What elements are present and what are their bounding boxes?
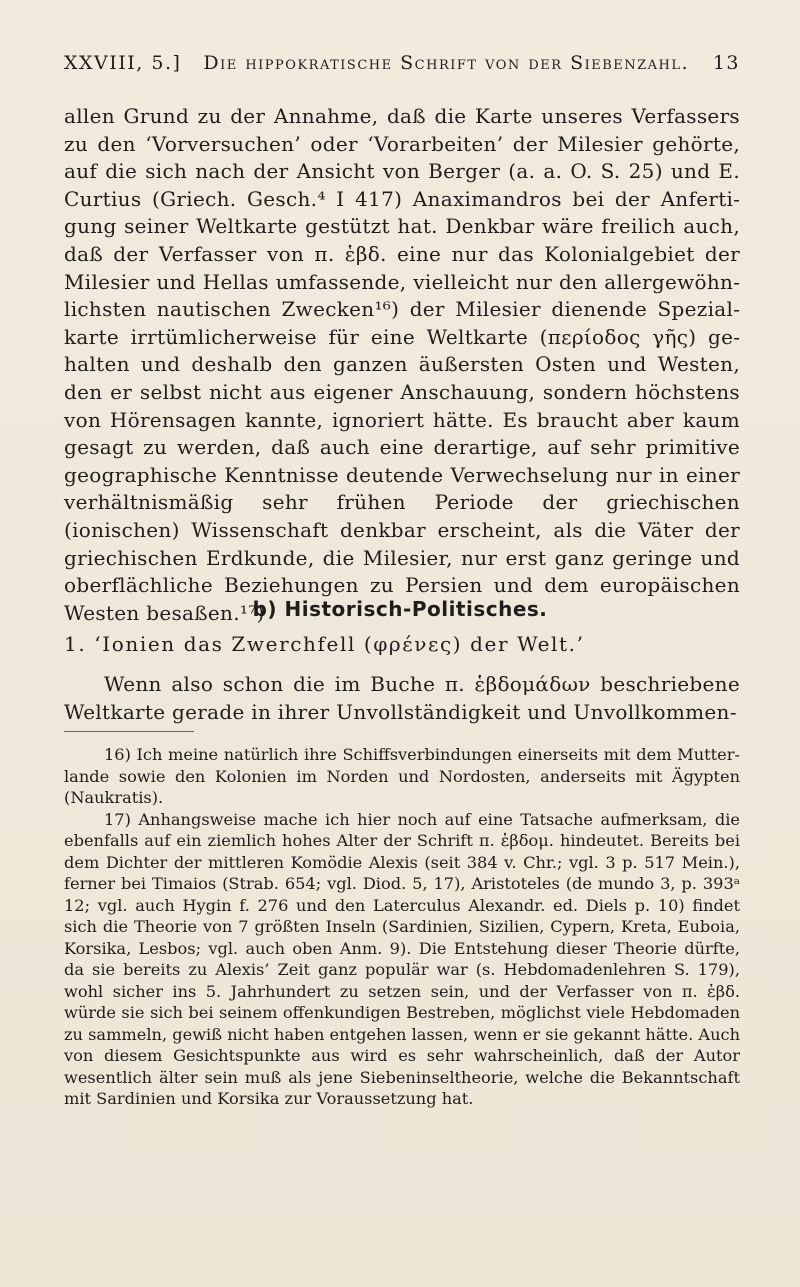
footnote-16: 16) Ich meine natürlich ihre Schiffsverbindungen einerseits mit dem Mutterlande sowie den Kolonien im Norden und Nordosten, anderseits mit Ägypten (Naukratis).: [64, 745, 740, 807]
page-number: 13: [712, 52, 740, 74]
footnote-17: 17) Anhangsweise mache ich hier noch auf eine Tatsache aufmerksam, die ebenfalls auf ein ziemlich hohes Alter der Schrift π. ἑβδομ. hindeutet. Bereits bei dem Dichter der mittleren Komödie Alexis (seit 384 v. Chr.; vgl. 3 p. 517 Mein.), ferner bei Timaios (Strab. 654; vgl. Diod. 5, 17), Aristoteles (de mundo 3, p. 393ᵃ 12; vgl. auch Hygin f. 276 und den Laterculus Alexandr. ed. Diels p. 10) findet sich die Theorie von 7 größten Inseln (Sardinien, Sizilien, Cypern, Kreta, Euboia, Korsika, Lesbos; vgl. auch oben Anm. 9). Die Entstehung dieser Theorie dürfte, da sie bereits zu Alexis’ Zeit ganz populär war (s. Hebdomadenlehren S. 179), wohl sicher ins 5. Jahrhundert zu setzen sein, und der Verfasser von π. ἑβδ. würde sie sich bei seinem offenkundigen Bestreben, möglichst viele Hebdomaden zu sammeln, gewiß nicht haben entgehen lassen, wenn er sie gekannt hätte. Auch von diesem Gesichtspunkte aus wird es sehr wahrscheinlich, daß der Autor wesentlich älter sein muß als jene Siebeninseltheorie, welche die Bekanntschaft mit Sardinien und Korsika zur Voraussetzung hat.: [64, 809, 740, 1108]
running-head: [64, 52, 740, 82]
section-heading: b) Historisch-Politisches.: [252, 597, 548, 621]
footnotes: [64, 744, 740, 1110]
running-title: Die hippokratische Schrift von der Siebenzahl.: [203, 52, 690, 74]
footnote-divider: [64, 731, 194, 732]
continuation-paragraph: Wenn also schon die im Buche π. ἑβδομάδων beschriebene Weltkarte gerade in ihrer Unvollständigkeit und Unvollkommen-: [64, 672, 740, 724]
main-paragraph: allen Grund zu der Annahme, daß die Karte unseres Verfassers zu den ‘Vorversuchen’ oder ‘Vorarbeiten’ der Milesier gehörte, auf die sich nach der Ansicht von Berger (a. a. O. S. 25) und E. Curtius (Griech. Gesch.⁴ I 417) Anaximandros bei der Anfertigung seiner Weltkarte gestützt hat. Denkbar wäre freilich auch, daß der Verfasser von π. ἑβδ. eine nur das Kolonialgebiet der Milesier und Hellas umfassende, vielleicht nur den allergewöhnlichsten nautischen Zwecken¹⁶) der Milesier dienende Spezialkarte irrtümlicherweise für eine Weltkarte (περίοδος γῆς) gehalten und deshalb den ganzen äußersten Osten und Westen, den er selbst nicht aus eigener Anschauung, sondern höchstens von Hörensagen kannte, ignoriert hätte. Es braucht aber kaum gesagt zu werden, daß auch eine derartige, auf sehr primitive geographische Kenntnisse deutende Verwechselung nur in einer verhältnismäßig sehr frühen Periode der griechischen (ionischen) Wissenschaft denkbar erscheint, als die Väter der griechischen Erdkunde, die Milesier, nur erst ganz geringe und oberflächliche Beziehungen zu Persien und dem europäischen Westen besaßen.¹⁷): [64, 104, 740, 625]
subsection-heading: 1. ‘Ionien das Zwerchfell (φρένες) der Welt.’: [64, 632, 585, 656]
chapter-reference: XXVIII, 5.]: [64, 52, 182, 74]
